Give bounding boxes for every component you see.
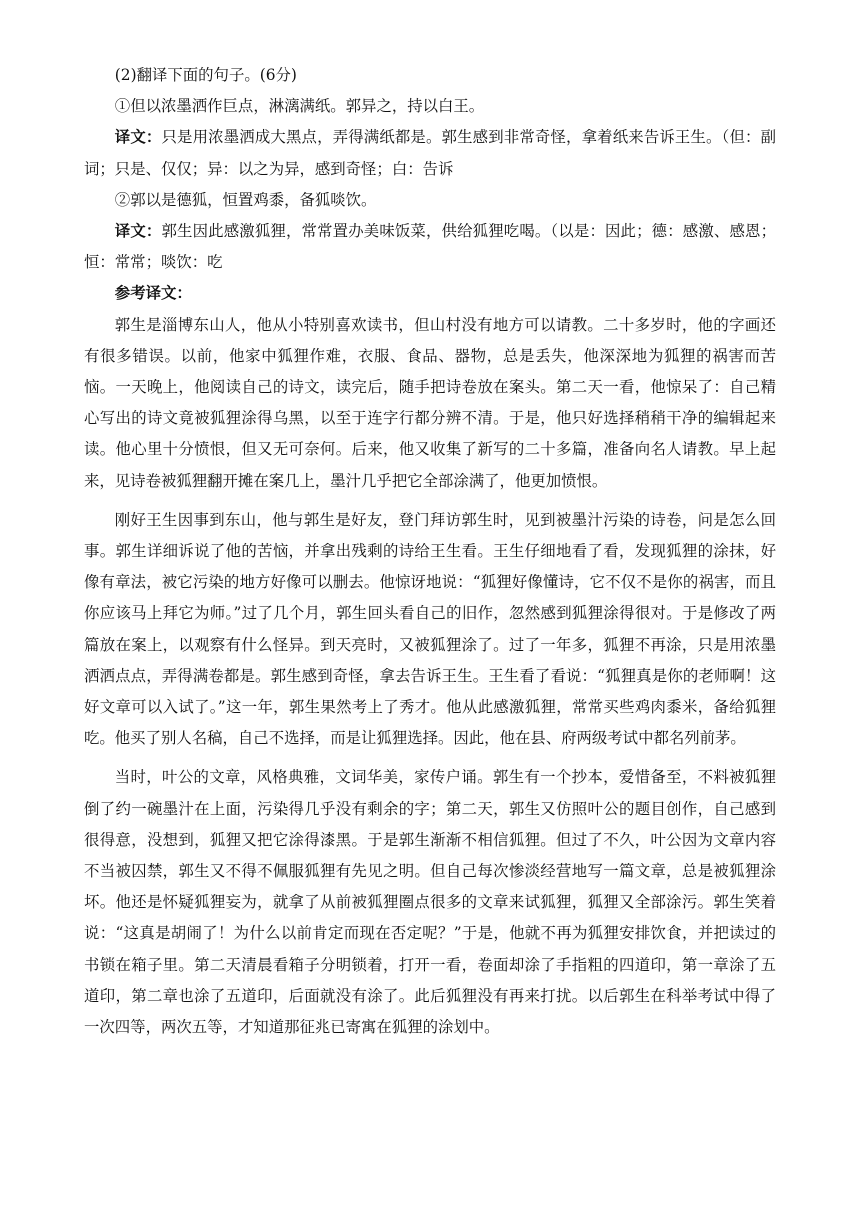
translation-label-1: 译文： — [114, 128, 162, 147]
translation-text-1: 只是用浓墨洒成大黑点，弄得满纸都是。郭生感到非常奇怪，拿着纸来告诉王生。（但：副词；只是、仅仅；异：以之为异，感到奇怪；白：告诉 — [84, 128, 776, 178]
translation-1 — [84, 122, 776, 184]
reference-heading: 参考译文： — [114, 284, 192, 303]
translation-label-2: 译文： — [114, 222, 162, 241]
translation-text-2: 郭生因此感激狐狸，常常置办美味饭菜，供给狐狸吃喝。（以是：因此；德：感激、感恩；恒：常常；啖饮：吃 — [84, 222, 776, 272]
source-sentence-2: ②郭以是德狐，恒置鸡黍，备狐啖饮。 — [114, 190, 377, 209]
source-sentence-1: ①但以浓墨洒作巨点，淋漓满纸。郭异之，持以白王。 — [114, 97, 485, 116]
document-page — [84, 60, 776, 1043]
translation-2 — [84, 216, 776, 278]
reference-paragraph: 郭生是淄博东山人，他从小特别喜欢读书，但山村没有地方可以请教。二十多岁时，他的字画还有很多错误。以前，他家中狐狸作难，衣服、食品、器物，总是丢失，他深深地为狐狸的祸害而苦恼。一天晚上，他阅读自己的诗文，读完后，随手把诗卷放在案头。第二天一看，他惊呆了：自己精心写出的诗文竟被狐狸涂得乌黑，以至于连字行都分辨不清。于是，他只好选择稍稍干净的编辑起来读。他心里十分愤恨，但又无可奈何。后来，他又收集了新写的二十多篇，准备向名人请教。早上起来，见诗卷被狐狸翻开摊在案几上，墨汁几乎把它全部涂满了，他更加愤恨。 — [84, 315, 776, 490]
reference-paragraph: 当时，叶公的文章，风格典雅，文词华美，家传户诵。郭生有一个抄本，爱惜备至，不料被狐狸倒了约一碗墨汁在上面，污染得几乎没有剩余的字；第二天，郭生又仿照叶公的题目创作，自己感到很得意，没想到，狐狸又把它涂得漆黑。于是郭生渐渐不相信狐狸。但过了不久，叶公因为文章内容不当被囚禁，郭生又不得不佩服狐狸有先见之明。但自己每次惨淡经营地写一篇文章，总是被狐狸涂坏。他还是怀疑狐狸妄为，就拿了从前被狐狸圈点很多的文章来试狐狸，狐狸又全部涂污。郭生笑着说：“这真是胡闹了！为什么以前肯定而现在否定呢？”于是，他就不再为狐狸安排饮食，并把读过的书锁在箱子里。第二天清晨看箱子分明锁着，打开一看，卷面却涂了手指粗的四道印，第一章涂了五道印，第二章也涂了五道印，后面就没有涂了。此后狐狸没有再来打扰。以后郭生在科举考试中得了一次四等，两次五等，才知道那征兆已寄寓在狐狸的涂划中。 — [84, 768, 776, 1037]
question-heading: (2)翻译下面的句子。(6分) — [114, 66, 297, 84]
reference-paragraph: 刚好王生因事到东山，他与郭生是好友，登门拜访郭生时，见到被墨汁污染的诗卷，问是怎么回事。郭生详细诉说了他的苦恼，并拿出残剩的诗给王生看。王生仔细地看了看，发现狐狸的涂抹，好像有章法，被它污染的地方好像可以删去。他惊讶地说：“狐狸好像懂诗，它不仅不是你的祸害，而且你应该马上拜它为师。”过了几个月，郭生回头看自己的旧作，忽然感到狐狸涂得很对。于是修改了两篇放在案上，以观察有什么怪异。到天亮时，又被狐狸涂了。过了一年多，狐狸不再涂，只是用浓墨洒洒点点，弄得满卷都是。郭生感到奇怪，拿去告诉王生。王生看了看说：“狐狸真是你的老师啊！这好文章可以入试了。”这一年，郭生果然考上了秀才。他从此感激狐狸，常常买些鸡肉黍米，备给狐狸吃。他买了别人名稿，自己不选择，而是让狐狸选择。因此，他在县、府两级考试中都名列前茅。 — [84, 510, 776, 748]
